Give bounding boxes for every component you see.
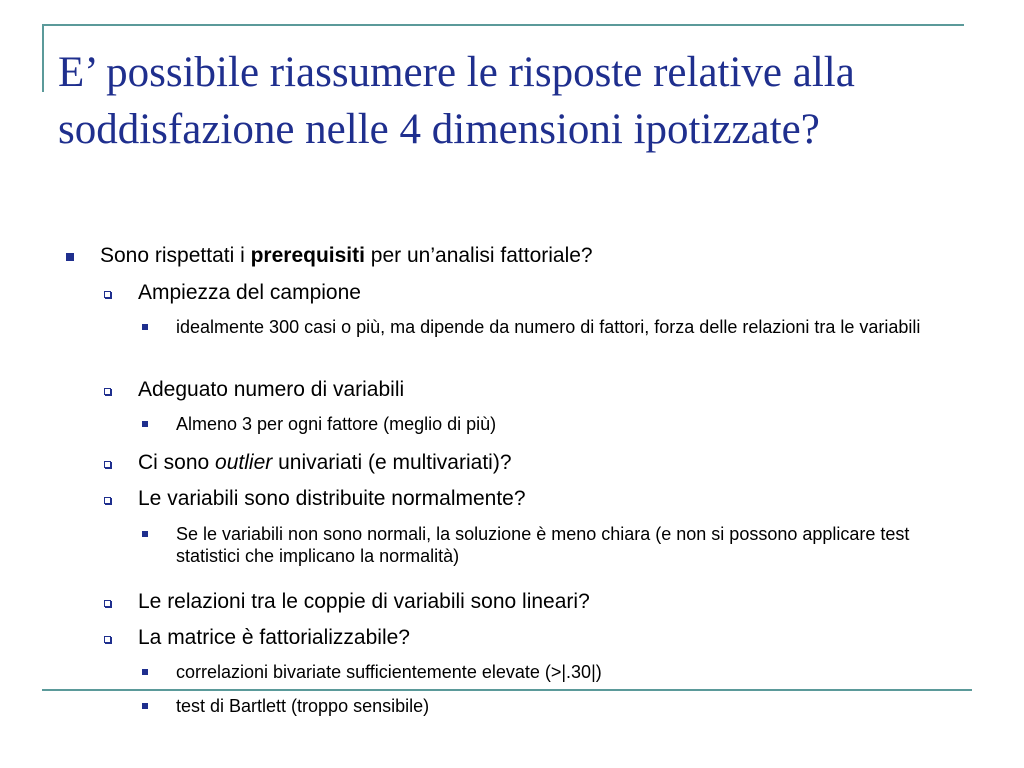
sub-bullet-variable-count: Adeguato numero di variabili (138, 378, 405, 401)
sub-bullet-sample-size: Ampiezza del campione (138, 281, 361, 304)
sub-bullet-outliers-post: univariati (e multivariati)? (272, 451, 512, 474)
sub-bullet-outliers-pre: Ci sono (138, 451, 216, 474)
bullet-prerequisites-pre: Sono rispettati i (100, 244, 251, 267)
small-square-bullet-icon (142, 421, 148, 427)
small-square-bullet-icon (142, 324, 148, 330)
sub-bullet-factorability: La matrice è fattorializzabile? (138, 626, 410, 649)
detail-sample-size: idealmente 300 casi o più, ma dipende da numero di fattori, forza delle relazioni tra le variabili (176, 317, 921, 337)
slide-title: E’ possibile riassumere le risposte relative alla soddisfazione nelle 4 dimensioni ipotizzate? (58, 49, 855, 153)
hollow-square-bullet-icon (104, 461, 111, 468)
small-square-bullet-icon (142, 703, 148, 709)
detail-correlations: correlazioni bivariate sufficientemente elevate (>|.30|) (176, 662, 602, 682)
sub-bullet-linearity: Le relazioni tra le coppie di variabili sono lineari? (138, 590, 590, 613)
small-square-bullet-icon (142, 531, 148, 537)
sub-bullet-outliers-italic: outlier (215, 451, 273, 474)
detail-variable-count: Almeno 3 per ogni fattore (meglio di più) (176, 414, 497, 434)
detail-bartlett-test: test di Bartlett (troppo sensibile) (176, 696, 430, 716)
bullet-prerequisites-bold: prerequisiti (250, 244, 365, 267)
hollow-square-bullet-icon (104, 388, 111, 395)
hollow-square-bullet-icon (104, 291, 111, 298)
bullet-prerequisites (100, 243, 980, 268)
sub-bullet-outliers (138, 450, 968, 475)
detail-normality: Se le variabili non sono normali, la soluzione è meno chiara (e non si possono applicare test statistici che implicano la normalità) (176, 524, 910, 566)
hollow-square-bullet-icon (104, 497, 111, 504)
hollow-square-bullet-icon (104, 636, 111, 643)
square-bullet-icon (66, 253, 74, 261)
sub-bullet-normality: Le variabili sono distribuite normalmente? (138, 487, 526, 510)
small-square-bullet-icon (142, 669, 148, 675)
hollow-square-bullet-icon (104, 600, 111, 607)
bullet-prerequisites-post: per un’analisi fattoriale? (364, 244, 593, 267)
